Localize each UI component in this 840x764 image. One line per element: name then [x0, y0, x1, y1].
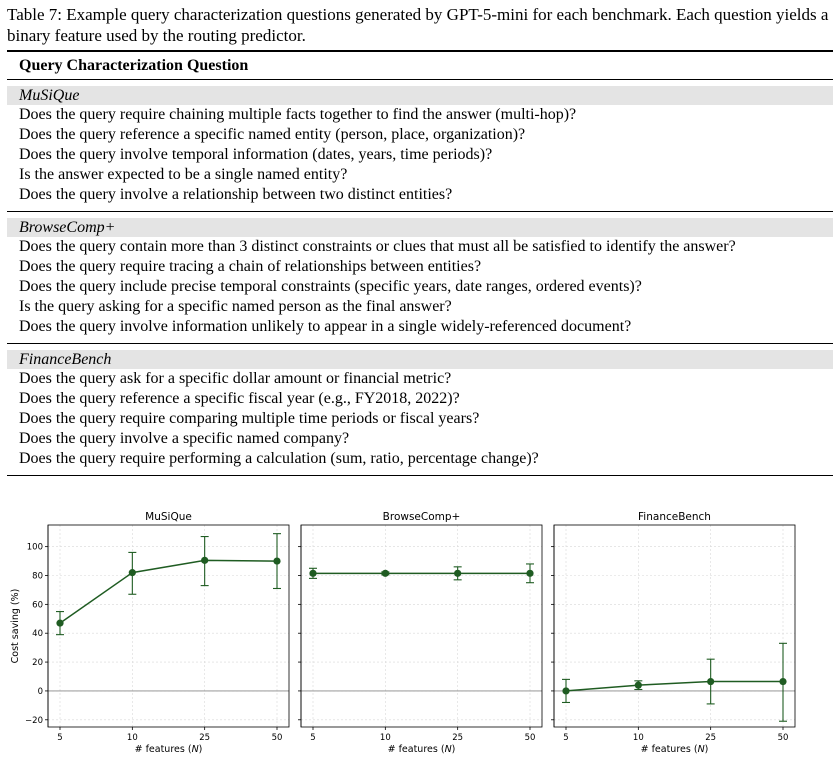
x-tick-label: 10 [379, 733, 391, 743]
question-row: Does the query involve information unlikely to appear in a single widely-referenced document? [19, 317, 632, 335]
data-point [56, 620, 63, 627]
table-header-rule [7, 79, 833, 80]
group-heading-musique: MuSiQue [7, 86, 833, 105]
cost-saving-figure [0, 505, 840, 759]
group-rule [7, 211, 833, 212]
y-tick-label: 60 [32, 600, 43, 611]
question-row: Does the query ask for a specific dollar amount or financial metric? [19, 369, 452, 387]
panel-frame [554, 525, 795, 727]
question-row: Is the answer expected to be a single named entity? [19, 165, 348, 183]
x-tick-label: 25 [199, 733, 211, 743]
table-caption: Table 7: Example query characterization questions generated by GPT-5-mini for each benchmark. Each question yields a binary feature used by the routing predictor. [7, 5, 829, 45]
panel-frame [48, 525, 289, 727]
x-tick-label: 5 [57, 733, 63, 743]
question-row: Does the query involve a specific named company? [19, 429, 350, 447]
y-tick-label: 80 [32, 571, 43, 582]
data-point [273, 557, 280, 564]
series-line [566, 682, 783, 691]
y-tick-label: −20 [25, 715, 43, 726]
data-point [454, 570, 461, 577]
data-point [382, 570, 389, 577]
x-tick-label: 25 [452, 733, 464, 743]
series-line [60, 560, 277, 623]
question-row: Does the query contain more than 3 distinct constraints or clues that must all be satisfied to identify the answer? [19, 237, 736, 255]
x-tick-label: 5 [563, 733, 569, 743]
x-axis-label: # features (N) [134, 744, 203, 755]
y-tick-label: 20 [32, 658, 43, 669]
question-row: Does the query require tracing a chain of relationships between entities? [19, 257, 482, 275]
query-table [7, 50, 833, 476]
panel-title: MuSiQue [145, 511, 192, 523]
question-row: Does the query include precise temporal constraints (specific years, date ranges, ordered events)? [19, 277, 642, 295]
table-header: Query Characterization Question [19, 56, 249, 74]
data-point [201, 557, 208, 564]
question-row: Does the query involve a relationship between two distinct entities? [19, 185, 453, 203]
x-tick-label: 10 [126, 733, 138, 743]
question-row: Does the query reference a specific named entity (person, place, organization)? [19, 125, 526, 143]
question-row: Does the query require comparing multiple time periods or fiscal years? [19, 409, 480, 427]
x-tick-label: 50 [524, 733, 536, 743]
data-point [309, 570, 316, 577]
x-tick-label: 5 [310, 733, 316, 743]
panel-title: BrowseComp+ [382, 511, 461, 523]
group-heading-browsecomp: BrowseComp+ [7, 218, 833, 237]
x-axis-label: # features (N) [640, 744, 709, 755]
panel-frame [301, 525, 542, 727]
y-tick-label: 0 [37, 686, 43, 697]
question-row: Does the query reference a specific fiscal year (e.g., FY2018, 2022)? [19, 389, 460, 407]
data-point [779, 678, 786, 685]
cost-saving-charts [0, 505, 840, 759]
data-point [562, 687, 569, 694]
question-row: Does the query require chaining multiple facts together to find the answer (multi-hop)? [19, 105, 577, 123]
data-point [635, 682, 642, 689]
data-point [526, 570, 533, 577]
table-bottom-rule [7, 475, 833, 477]
question-row: Does the query involve temporal information (dates, years, time periods)? [19, 145, 493, 163]
panel-title: FinanceBench [638, 511, 711, 523]
question-row: Is the query asking for a specific named person as the final answer? [19, 297, 452, 315]
x-tick-label: 50 [271, 733, 283, 743]
x-tick-label: 25 [705, 733, 717, 743]
x-tick-label: 10 [632, 733, 644, 743]
data-point [129, 569, 136, 576]
data-point [707, 678, 714, 685]
y-tick-label: 40 [32, 629, 43, 640]
y-tick-label: 100 [26, 542, 43, 553]
y-axis-label: Cost saving (%) [10, 588, 21, 664]
x-tick-label: 50 [777, 733, 789, 743]
question-row: Does the query require performing a calculation (sum, ratio, percentage change)? [19, 449, 539, 467]
x-axis-label: # features (N) [387, 744, 456, 755]
group-heading-financebench: FinanceBench [7, 350, 833, 369]
group-rule [7, 343, 833, 344]
